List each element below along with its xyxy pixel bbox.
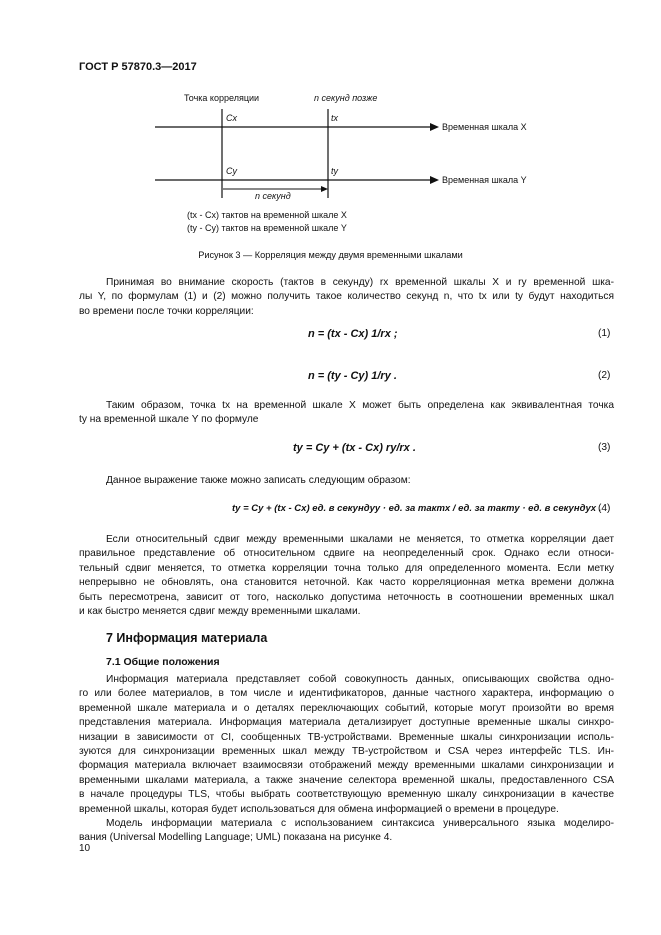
label-correlation-point: Точка корреляции [184,93,260,103]
text-line: непрерывно не обновлять, она становится неточной. Как часто корреляционная метка времени должна [79,577,614,589]
paragraph-4 [79,533,614,619]
text-line: в начале процедуры TLS, чтобы выбрать соответствующую временную шкалу синхронизации в качестве [79,789,614,801]
text-line: Информация материала представляет собой совокупность данных, описывающих свойства одно- [106,674,614,685]
label-ticks-x: (tx - Cx) тактов на временной шкале X [187,210,347,220]
text-line: го или более материалов, в том числе и идентификаторов, данные частного характера, информацию о [79,688,614,700]
text-line: Если относительный сдвиг между временными шкалами не меняется, то отметка корреляции дает [106,534,614,545]
label-cy: Cy [226,166,237,176]
text-line: Модель информации материала с использованием синтаксиса универсального языка моделиро- [106,818,614,830]
text-line: низации в зависимости от CI, сообщенных ТВ-устройствами. Временные шкалы синхронизации исполь- [79,731,614,743]
text-line: и как быстро меняется сдвиг между временными шкалами. [79,606,361,618]
document-header: ГОСТ Р 57870.3—2017 [79,61,197,73]
timeline-diagram [0,0,661,260]
text-line: тельный сдвиг меняется, то отметка корреляции точна только для определенного момента. Если метку [79,562,614,574]
timeline-y-arrow [430,176,439,184]
label-ty: ty [331,166,339,176]
equation-1-number: (1) [598,328,611,339]
equation-4-number: (4) [598,503,611,514]
n-seconds-arrow-head [321,186,328,192]
text-line: временными шкалами материала, а также значение селектора временной шкалы, предоставленного CSA [79,774,614,786]
label-n-seconds-later: n секунд позже [314,93,378,103]
paragraph-3 [79,474,614,488]
text-line: вания (Universal Modelling Language; UML) показана на рисунке 4. [79,832,393,844]
equation-3-number: (3) [598,442,611,453]
equation-3: ty = Cy + (tx - Cx) ry/rx . [293,442,416,454]
label-ticks-y: (ty - Cy) тактов на временной шкале Y [187,223,347,233]
text-line: Принимая во внимание скорость (тактов в секунду) rx временной шкалы X и ry временной шка- [106,277,614,288]
label-tx: tx [331,113,339,123]
label-timeline-y: Временная шкала Y [442,175,527,185]
section-heading: 7 Информация материала [106,631,268,645]
label-cx: Cx [226,113,237,123]
text-line: лы Y, по формулам (1) и (2) можно получить такое количество секунд n, что tx или ty будут находиться [79,291,614,303]
equation-2: n = (ty - Cy) 1/ry . [308,370,397,382]
equation-4: ty = Cy + (tx - Cx) ед. в секундуy · ед. за тактx / ед. за тактy · ед. в секундуx . [232,503,602,514]
figure-caption: Рисунок 3 — Корреляция между двумя временными шкалами [198,250,463,260]
text-line: временной шкалы, которая будет использоваться для обмена информацией о времени в процедуре. [79,803,559,815]
timeline-x-arrow [430,123,439,131]
text-line: во времени после точки корреляции: [79,305,254,317]
equation-2-number: (2) [598,370,611,381]
paragraph-1 [79,276,614,319]
text-line: ty на временной шкале Y по формуле [79,414,259,426]
text-line: правильное представление об относительном сдвиге на неопределенный срок. Однако если относи- [79,548,614,560]
text-line: временной шкале материала и о деталях переключающих событий, которые могут произойти во время [79,702,614,714]
text-line: Таким образом, точка tx на временной шкале X может быть определена как эквивалентная точка [106,400,614,411]
text-line: зуются для синхронизации временных шкал между ТВ-устройством и CSA через интерфейс TLS. Ин- [79,746,614,758]
paragraph-5 [79,673,614,846]
text-line: представления материала. Информация материала детализирует доступные временные шкалы синхро- [79,717,614,729]
subsection-heading: 7.1 Общие положения [106,656,220,668]
label-n-seconds: n секунд [255,191,291,201]
text-line: Данное выражение также можно записать следующим образом: [106,475,411,486]
equation-1: n = (tx - Cx) 1/rx ; [308,328,398,340]
text-line: формация материала включает взаимосвязи отображений между временными шкалами синхронизации и [79,760,614,772]
text-line: быть пересмотрена, зависит от того, насколько допустима неточность в соотношении временных шкал [79,591,614,603]
label-timeline-x: Временная шкала X [442,122,527,132]
page-number: 10 [79,843,91,854]
paragraph-2 [79,399,614,428]
